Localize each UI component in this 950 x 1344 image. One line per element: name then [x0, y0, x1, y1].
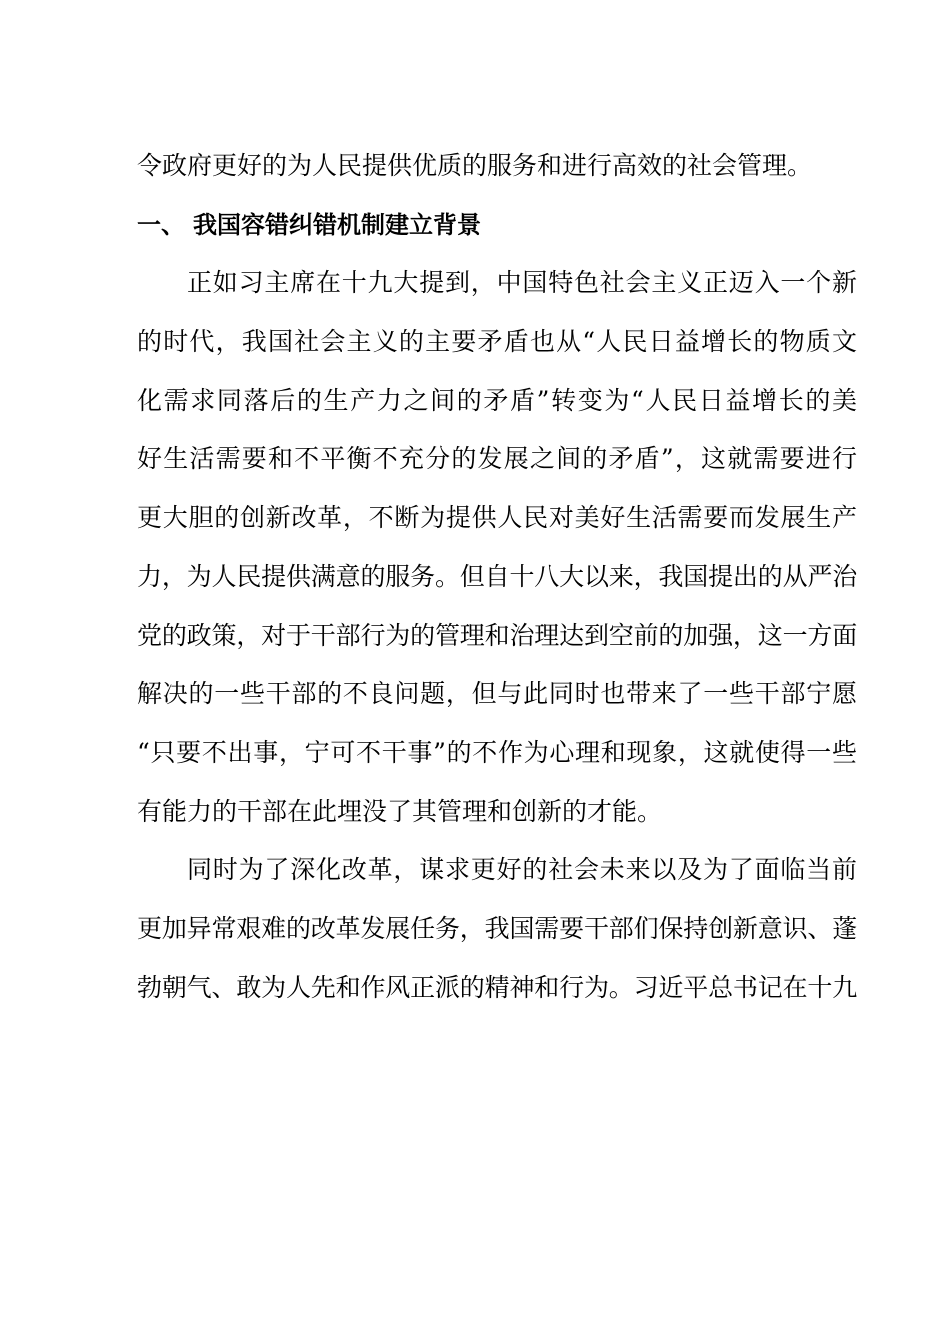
paragraph-line: 令政府更好的为人民提供优质的服务和进行高效的社会管理。	[137, 151, 813, 180]
paragraph-line: 同时为了深化改革，谋求更好的社会未来以及为了面临当前	[187, 855, 857, 885]
section-heading	[137, 196, 857, 255]
paragraph-line: 更大胆的创新改革，不断为提供人民对美好生活需要而发展生产	[137, 503, 857, 533]
paragraph-line: 化需求同落后的生产力之间的矛盾”转变为“人民日益增长的美	[137, 385, 857, 415]
paragraph-line: 更加异常艰难的改革发展任务，我国需要干部们保持创新意识、蓬	[137, 913, 858, 943]
paragraph-line: 好生活需要和不平衡不充分的发展之间的矛盾”，这就需要进行	[137, 444, 857, 474]
document-body	[137, 137, 857, 1017]
paragraph-line: 勃朝气、敢为人先和作风正派的精神和行为。习近平总书记在十九	[137, 972, 858, 1002]
section-number: 一、	[137, 210, 185, 239]
paragraph-line: 解决的一些干部的不良问题，但与此同时也带来了一些干部宁愿	[137, 679, 857, 709]
paragraph-line: 的时代，我国社会主义的主要矛盾也从“人民日益增长的物质文	[137, 327, 857, 357]
paragraph-line: 正如习主席在十九大提到，中国特色社会主义正迈入一个新	[187, 268, 857, 298]
paragraph-line: 党的政策，对于干部行为的管理和治理达到空前的加强，这一方面	[137, 620, 858, 650]
paragraph-line: 力，为人民提供满意的服务。但自十八大以来，我国提出的从严治	[137, 561, 858, 591]
paragraph-line: 有能力的干部在此埋没了其管理和创新的才能。	[137, 796, 663, 826]
paragraph-line: “只要不出事，宁可不干事”的不作为心理和现象，这就使得一些	[137, 737, 857, 767]
section-title: 我国容错纠错机制建立背景	[193, 210, 481, 239]
